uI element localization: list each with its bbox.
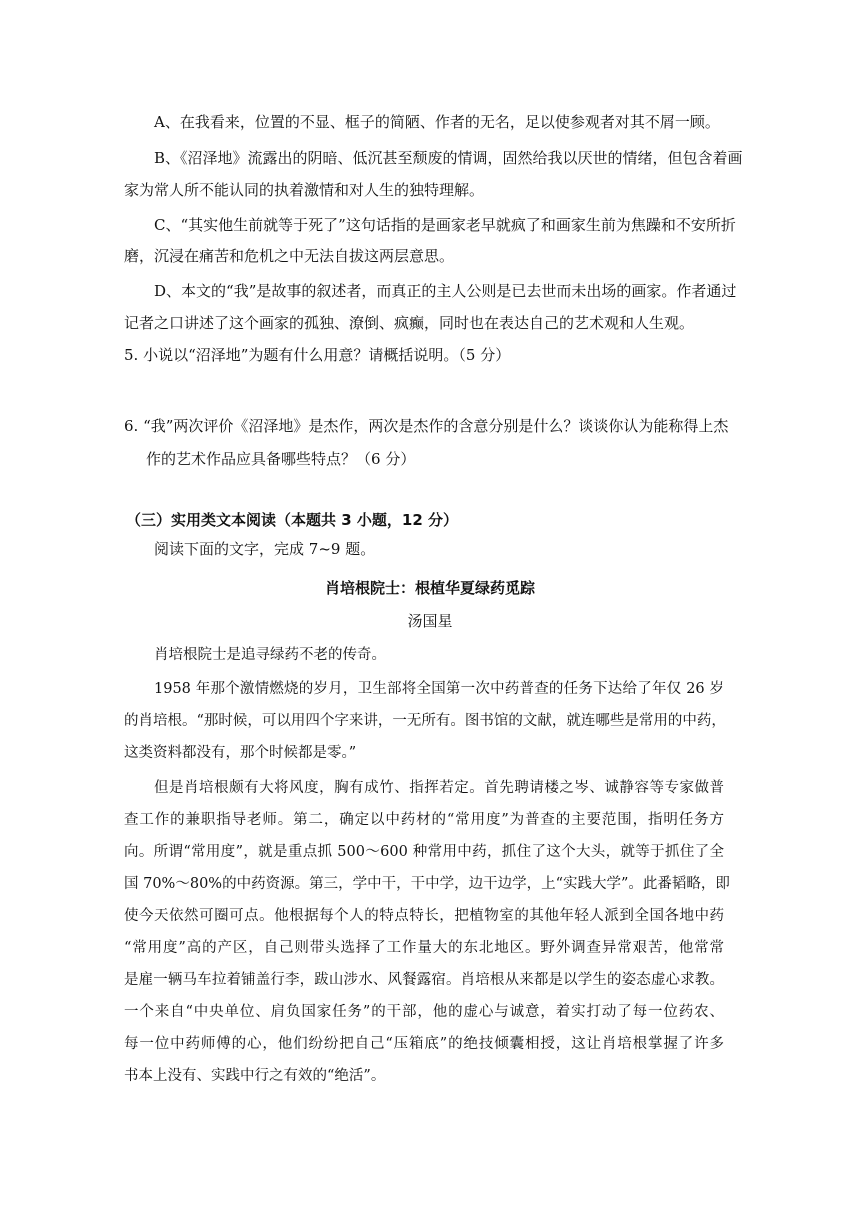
article-line: 肖培根院士是追寻绿药不老的传奇。 xyxy=(154,647,386,663)
article-line: 向。所谓“常用度”，就是重点抓 500～600 种常用中药，抓住了这个大头，就等于抓住了全 xyxy=(124,844,724,860)
article-line: 但是肖培根颇有大将风度，胸有成竹、指挥若定。首先聘请楼之岑、诚静容等专家做普 xyxy=(154,780,724,796)
article-line: 的肖培根。“那时候，可以用四个字来讲，一无所有。图书馆的文献，就连哪些是常用的中药， xyxy=(124,713,726,729)
article-line: 每一位中药师傅的心，他们纷纷把自己“压箱底”的绝技倾囊相授，这让肖培根掌握了许多 xyxy=(124,1036,724,1052)
article-line: 书本上没有、实践中行之有效的“绝活”。 xyxy=(124,1068,386,1084)
article-line: 国 70%～80%的中药资源。第三，学中干，干中学，边干边学，上“实践大学”。此番韬略，即 xyxy=(124,876,730,892)
option-a: A、在我看来，位置的不显、框子的简陋、作者的无名，足以使参观者对其不屑一顾。 xyxy=(154,113,720,131)
question-6-line-2: 作的艺术作品应具备哪些特点？（6 分） xyxy=(146,450,416,468)
option-d-line-1: D、本文的“我”是故事的叙述者，而真正的主人公则是已去世而未出场的画家。作者通过 xyxy=(154,282,737,300)
option-c-line-2: 磨，沉浸在痛苦和危机之中无法自拔这两层意思。 xyxy=(124,247,455,265)
article-line: 一个来自“中央单位、肩负国家任务”的干部，他的虚心与诚意，着实打动了每一位药农、 xyxy=(124,1004,724,1020)
section-heading: （三）实用类文本阅读（本题共 3 小题，12 分） xyxy=(126,511,458,529)
article-line: 1958 年那个激情燃烧的岁月，卫生部将全国第一次中药普查的任务下达给了年仅 26 岁 xyxy=(154,681,724,697)
article-author: 汤国星 xyxy=(407,612,453,630)
article-title: 肖培根院士：根植华夏绿药觅踪 xyxy=(324,579,535,597)
question-6-line-1: 6. “我”两次评价《沼泽地》是杰作，两次是杰作的含意分别是什么？谈谈你认为能称得上杰 xyxy=(124,417,729,435)
section-instruction: 阅读下面的文字，完成 7~9 题。 xyxy=(154,540,376,558)
option-d-line-2: 记者之口讲述了这个画家的孤独、潦倒、疯癫，同时也在表达自己的艺术观和人生观。 xyxy=(124,314,695,332)
article-line: “常用度”高的产区，自己则带头选择了工作量大的东北地区。野外调查异常艰苦，他常常 xyxy=(124,940,724,956)
option-c-line-1: C、“其实他生前就等于死了”这句话指的是画家老早就疯了和画家生前为焦躁和不安所折 xyxy=(154,216,736,234)
option-b-line-1: B、《沼泽地》流露出的阴暗、低沉甚至颓废的情调，固然给我以厌世的情绪，但包含着画 xyxy=(154,149,743,167)
article-line: 这类资料都没有，那个时候都是零。” xyxy=(124,745,357,761)
article-line: 查工作的兼职指导老师。第二，确定以中药材的“常用度”为普查的主要范围，指明任务方 xyxy=(124,812,724,828)
question-5: 5. 小说以“沼泽地”为题有什么用意？请概括说明。（5 分） xyxy=(124,346,511,364)
article-line: 使今天依然可圈可点。他根据每个人的特点特长，把植物室的其他年轻人派到全国各地中药 xyxy=(124,908,724,924)
option-b-line-2: 家为常人所不能认同的执着激情和对人生的独特理解。 xyxy=(124,181,485,199)
article-line: 是雇一辆马车拉着铺盖行李，跋山涉水、风餐露宿。肖培根从来都是以学生的姿态虚心求教。 xyxy=(124,972,724,988)
